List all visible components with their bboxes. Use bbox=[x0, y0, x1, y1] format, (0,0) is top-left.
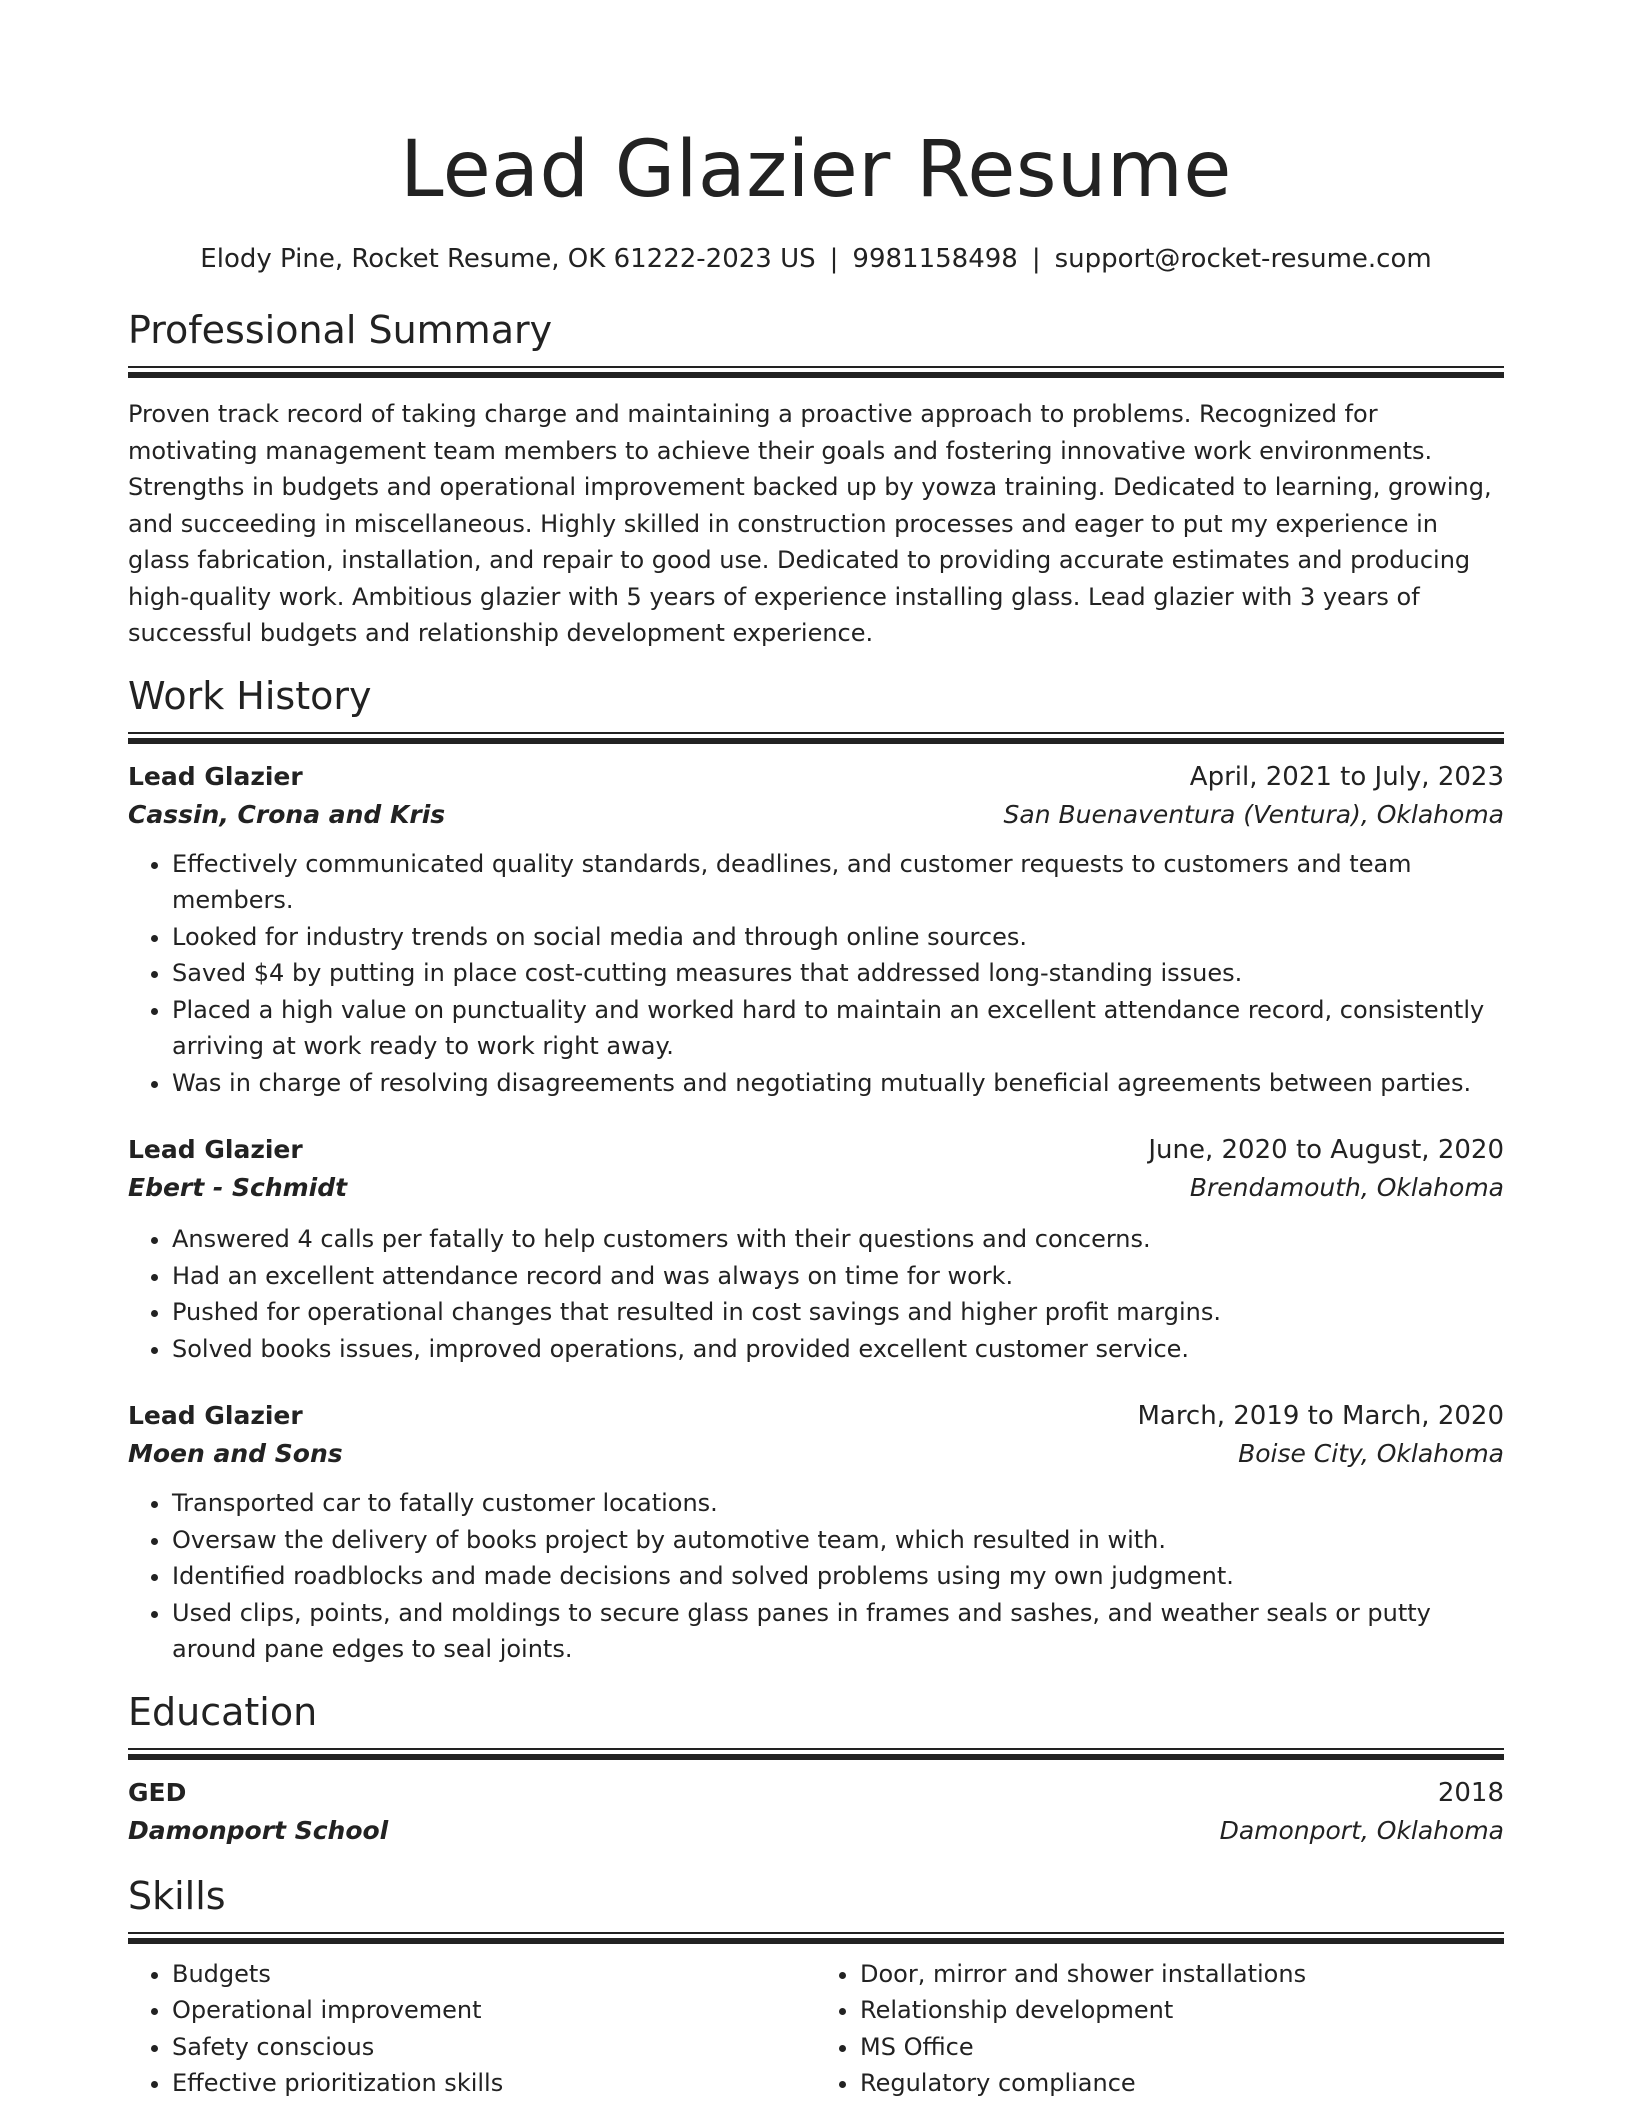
section-heading-work: Work History bbox=[128, 673, 372, 718]
education-location: Damonport, Oklahoma bbox=[1219, 1815, 1504, 1845]
summary-text: Proven track record of taking charge and maintaining a proactive approach to problems. Recognized for motivating management team members to achieve their goals and fostering innovative work environments. Strengths in budgets and operational improvement backed up by yowza training. Dedicated to learning, growing, and succeeding in miscellaneous. Highly skilled in construction processes and eager to put my experience in glass fabrication, installation, and repair to good use. Dedicated to providing accurate estimates and producing high-quality work. Ambitious glazier with 5 years of experience installing glass. Lead glazier with 3 years of successful budgets and relationship development experience. bbox=[128, 400, 1492, 647]
list-item: • Used clips, points, and moldings to secure glass panes in frames and sashes, and weather seals or putty around pane edges to seal joints. bbox=[172, 1595, 1504, 1668]
job-company: Ebert - Schmidt bbox=[128, 1173, 348, 1202]
education-school: Damonport School bbox=[128, 1815, 389, 1845]
section-divider bbox=[128, 366, 1504, 378]
list-item: • Oversaw the delivery of books project by automotive team, which resulted in with. bbox=[172, 1522, 1504, 1559]
summary-section bbox=[128, 306, 1504, 652]
list-item: • Looked for industry trends on social media and through online sources. bbox=[172, 919, 1504, 956]
job-entry bbox=[128, 1131, 1504, 1367]
job-entry bbox=[128, 1397, 1504, 1668]
job-title: Lead Glazier bbox=[128, 1135, 303, 1164]
education-section bbox=[128, 1688, 1504, 1850]
list-item: • Transported car to fatally customer locations. bbox=[172, 1485, 1504, 1522]
list-item: • Pushed for operational changes that resulted in cost savings and higher profit margins. bbox=[172, 1294, 1504, 1331]
list-item: • Was in charge of resolving disagreements and negotiating mutually beneficial agreements between parties. bbox=[172, 1065, 1504, 1102]
job-title-row bbox=[128, 1131, 1504, 1169]
education-school-row bbox=[128, 1812, 1504, 1850]
section-heading-skills: Skills bbox=[128, 1873, 226, 1918]
skills-section bbox=[128, 1872, 1504, 2102]
job-company: Moen and Sons bbox=[128, 1439, 343, 1468]
list-item: • Answered 4 calls per fatally to help customers with their questions and concerns. bbox=[172, 1221, 1504, 1258]
job-dates: June, 2020 to August, 2020 bbox=[1148, 1135, 1504, 1165]
list-item: • Effective prioritization skills bbox=[172, 2065, 816, 2102]
list-item: • Placed a high value on punctuality and worked hard to maintain an excellent attendance record, consistently arriving at work ready to work right away. bbox=[172, 992, 1504, 1065]
work-history-section bbox=[128, 672, 1504, 1668]
section-heading-summary: Professional Summary bbox=[128, 308, 553, 352]
job-entry bbox=[128, 758, 1504, 1102]
job-company-row bbox=[128, 1169, 1504, 1207]
contact-phone: 9981158498 bbox=[852, 244, 1018, 274]
list-item: • Saved $4 by putting in place cost-cutting measures that addressed long-standing issues. bbox=[172, 955, 1504, 992]
education-degree: GED bbox=[128, 1777, 187, 1807]
job-bullets bbox=[128, 846, 1504, 1102]
job-company-row bbox=[128, 1435, 1504, 1473]
education-year: 2018 bbox=[1437, 1777, 1504, 1808]
section-divider bbox=[128, 732, 1504, 744]
list-item: • Door, mirror and shower installations bbox=[860, 1956, 1504, 1993]
contact-separator: | bbox=[1031, 244, 1041, 274]
job-location: San Buenaventura (Ventura), Oklahoma bbox=[1003, 799, 1504, 829]
list-item: • Regulatory compliance bbox=[860, 2065, 1504, 2102]
list-item: • Relationship development bbox=[860, 1992, 1504, 2029]
list-item: • Budgets bbox=[172, 1956, 816, 1993]
job-bullets bbox=[128, 1485, 1504, 1668]
resume-title: Lead Glazier Resume bbox=[400, 125, 1232, 215]
skills-list-left bbox=[128, 1956, 816, 2102]
job-dates: March, 2019 to March, 2020 bbox=[1137, 1401, 1504, 1431]
section-divider bbox=[128, 1748, 1504, 1760]
list-item: • MS Office bbox=[860, 2029, 1504, 2066]
education-degree-row bbox=[128, 1774, 1504, 1812]
job-company: Cassin, Crona and Kris bbox=[128, 799, 446, 829]
section-heading-education: Education bbox=[128, 1689, 318, 1734]
skills-list-right bbox=[816, 1956, 1504, 2102]
contact-line bbox=[128, 242, 1504, 276]
list-item: • Identified roadblocks and made decisions and solved problems using my own judgment. bbox=[172, 1558, 1504, 1595]
job-title: Lead Glazier bbox=[128, 1401, 303, 1430]
contact-email: support@rocket-resume.com bbox=[1054, 244, 1432, 274]
job-dates: April, 2021 to July, 2023 bbox=[1189, 761, 1504, 792]
job-location: Brendamouth, Oklahoma bbox=[1189, 1173, 1504, 1202]
job-title: Lead Glazier bbox=[128, 761, 303, 791]
list-item: • Solved books issues, improved operations, and provided excellent customer service. bbox=[172, 1331, 1504, 1368]
skills-columns bbox=[128, 1956, 1504, 2102]
education-entry bbox=[128, 1774, 1504, 1850]
job-location: Boise City, Oklahoma bbox=[1238, 1439, 1504, 1468]
job-title-row bbox=[128, 1397, 1504, 1435]
contact-address: Elody Pine, Rocket Resume, OK 61222-2023 US bbox=[200, 244, 816, 274]
list-item: • Effectively communicated quality standards, deadlines, and customer requests to customers and team members. bbox=[172, 846, 1504, 919]
job-bullets bbox=[128, 1221, 1504, 1367]
contact-separator: | bbox=[829, 244, 839, 274]
job-title-row bbox=[128, 758, 1504, 796]
list-item: • Safety conscious bbox=[172, 2029, 816, 2066]
list-item: • Operational improvement bbox=[172, 1992, 816, 2029]
job-company-row bbox=[128, 796, 1504, 834]
list-item: • Had an excellent attendance record and was always on time for work. bbox=[172, 1258, 1504, 1295]
section-divider bbox=[128, 1932, 1504, 1944]
